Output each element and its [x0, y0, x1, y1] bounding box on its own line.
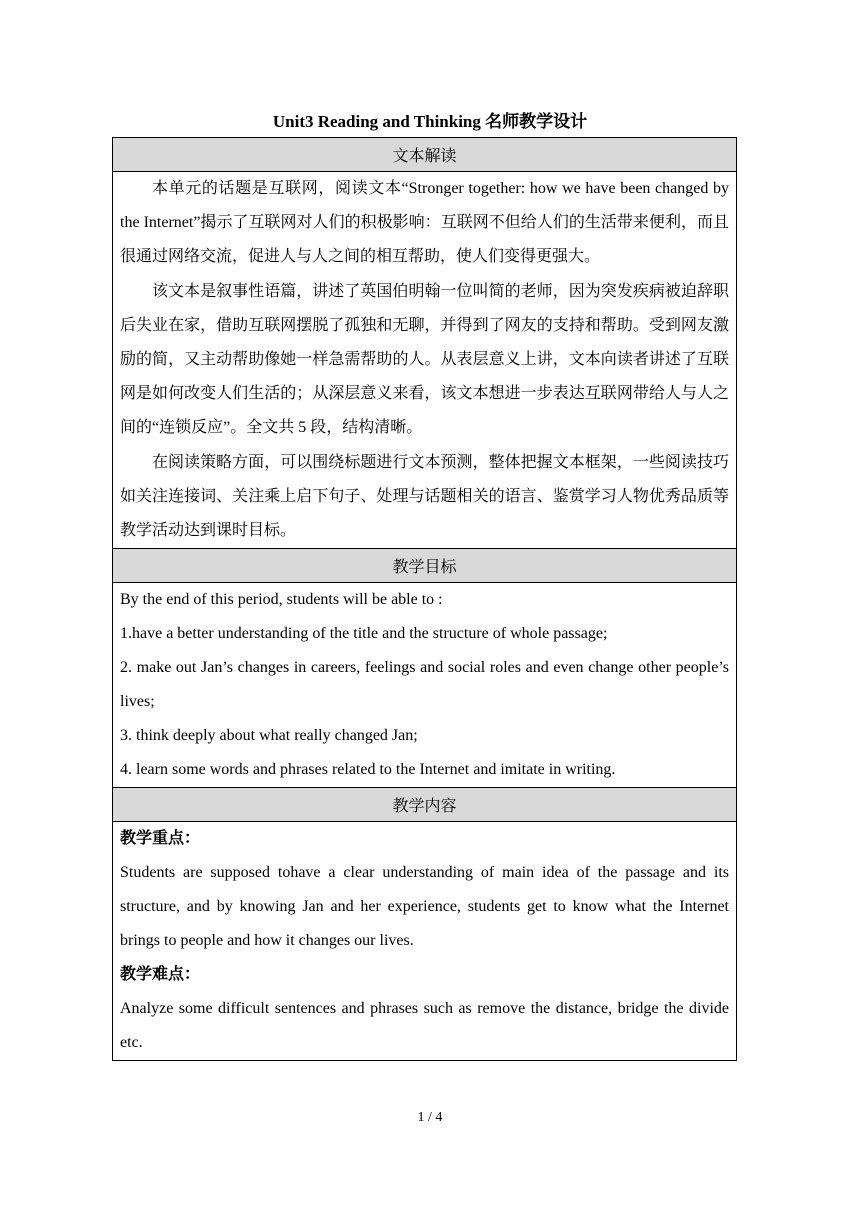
content-section-row — [113, 822, 737, 1061]
goals-section-header: 教学目标 — [113, 549, 737, 583]
reading-paragraph: 本单元的话题是互联网，阅读文本“Stronger together: how we have been changed by the Internet”揭示了互联网对人们的积极影响：互联网不但给人们的生活带来便利，而且很通过网络交流，促进人与人之间的相互帮助，使人们变得更强大。 — [120, 180, 729, 265]
goals-section-row — [113, 583, 737, 788]
difficult-points-text: Analyze some difficult sentences and phrases such as remove the distance, bridge the divide etc. — [120, 1000, 729, 1051]
page-number: 1 / 4 — [417, 1110, 443, 1125]
goals-section-body — [113, 583, 737, 788]
content-section-header: 教学内容 — [113, 788, 737, 822]
content-section-body — [113, 822, 737, 1061]
goal-line: 4. learn some words and phrases related to the Internet and imitate in writing. — [120, 761, 616, 778]
lesson-plan-table — [112, 137, 737, 1061]
reading-paragraph: 在阅读策略方面，可以围绕标题进行文本预测，整体把握文本框架，一些阅读技巧如关注连接词、关注乘上启下句子、处理与话题相关的语言、鉴赏学习人物优秀品质等教学活动达到课时目标。 — [120, 454, 729, 539]
page-title: Unit3 Reading and Thinking 名师教学设计 — [272, 112, 588, 131]
goal-line: 3. think deeply about what really changed Jan; — [120, 727, 418, 744]
key-points-label: 教学重点： — [120, 830, 201, 847]
section-header-row — [113, 788, 737, 822]
goal-line: 1.have a better understanding of the title and the structure of whole passage; — [120, 625, 608, 642]
section-header-row — [113, 549, 737, 583]
key-points-text: Students are supposed tohave a clear understanding of main idea of the passage and its structure, and by knowing Jan and her experience, students get to know what the Internet brings to people and how it changes our lives. — [120, 864, 729, 949]
difficult-points-label: 教学难点： — [120, 966, 201, 983]
goal-line: 2. make out Jan’s changes in careers, feelings and social roles and even change other people’s lives; — [120, 659, 729, 710]
reading-section-header: 文本解读 — [113, 138, 737, 172]
goal-line: By the end of this period, students will be able to : — [120, 591, 443, 608]
reading-section-row — [113, 172, 737, 549]
reading-section-body — [113, 172, 737, 549]
section-header-row — [113, 138, 737, 172]
reading-paragraph: 该文本是叙事性语篇，讲述了英国伯明翰一位叫简的老师，因为突发疾病被迫辞职后失业在家，借助互联网摆脱了孤独和无聊，并得到了网友的支持和帮助。受到网友激励的简，又主动帮助像她一样急需帮助的人。从表层意义上讲，文本向读者讲述了互联网是如何改变人们生活的；从深层意义来看，该文本想进一步表达互联网带给人与人之间的“连锁反应”。全文共 5 段，结构清晰。 — [120, 283, 729, 436]
